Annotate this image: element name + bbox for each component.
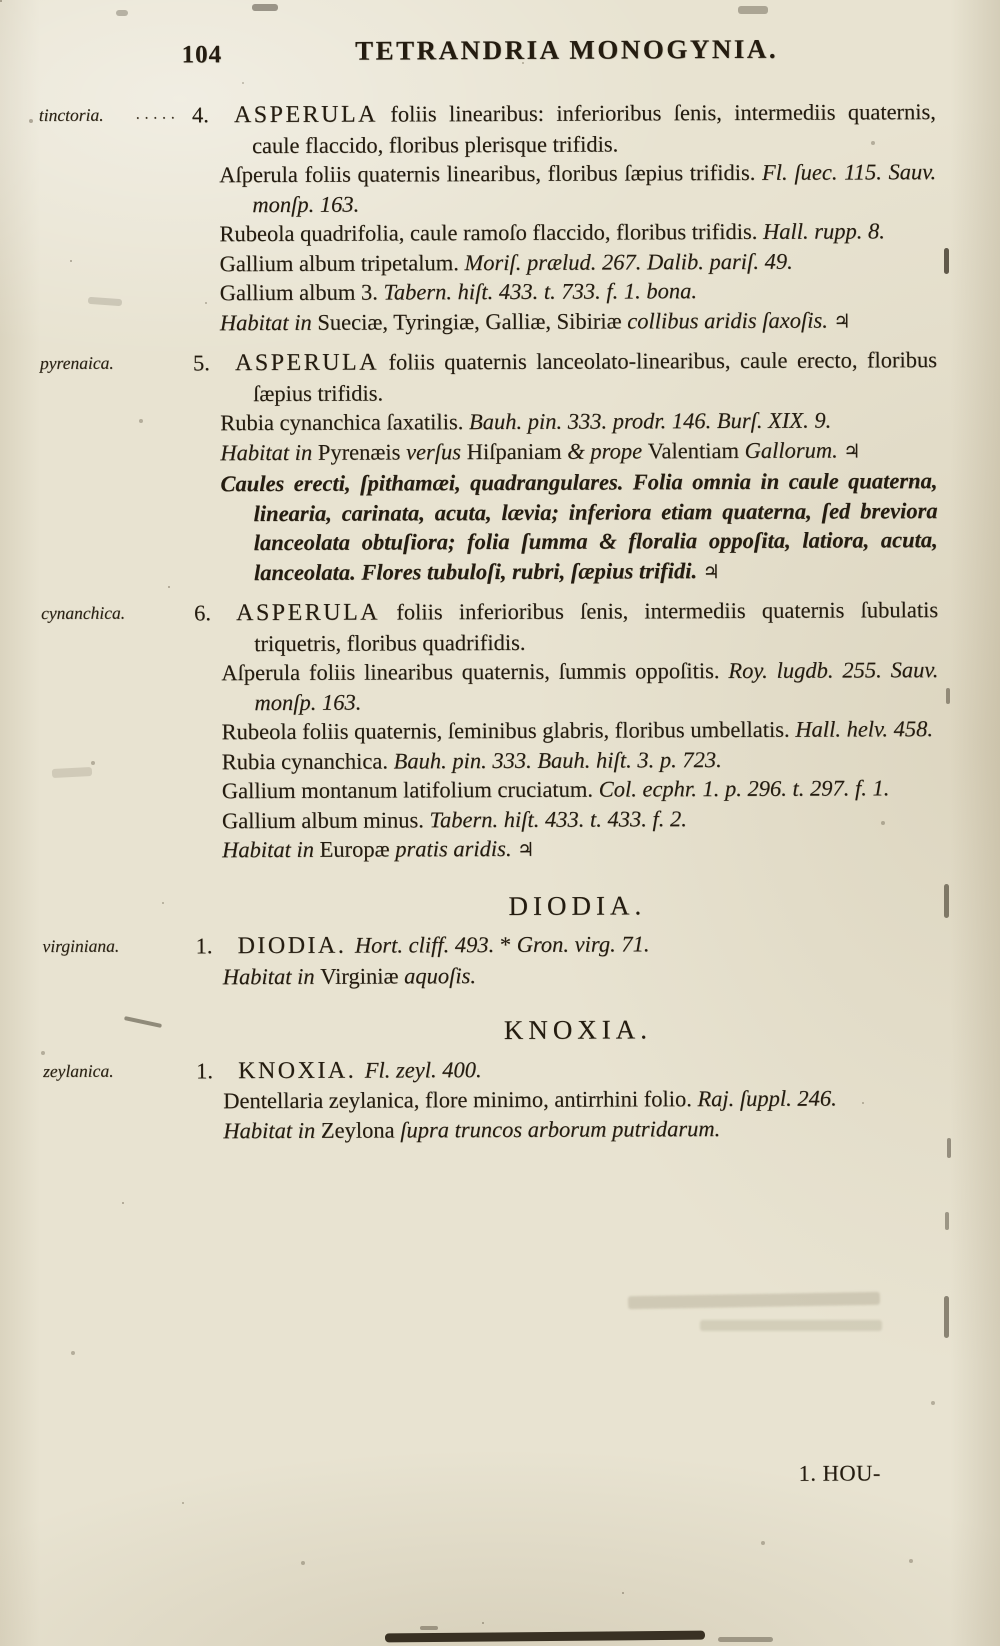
synonym-line bbox=[223, 1083, 940, 1115]
page-number: 104 bbox=[181, 41, 223, 69]
running-title: TETRANDRIA MONOGYNIA. bbox=[355, 33, 779, 66]
synonym-line bbox=[221, 714, 939, 746]
scan-artifact bbox=[944, 248, 949, 274]
perennial-symbol: ♃ bbox=[517, 838, 535, 861]
species-diagnosis bbox=[191, 97, 936, 160]
species-diagnosis bbox=[192, 345, 938, 408]
scan-artifact bbox=[947, 1138, 951, 1158]
text-run: Valentiam bbox=[647, 437, 745, 463]
species-entry bbox=[41, 595, 939, 866]
text-run: Tabern. hiſt. 433. t. 733. f. 1. bona. bbox=[383, 278, 698, 305]
species-entry bbox=[39, 345, 938, 589]
catchword: 1. HOU- bbox=[798, 1460, 881, 1486]
text-run: Raj. ſuppl. 246. bbox=[697, 1085, 837, 1112]
synonym-line bbox=[221, 744, 939, 776]
text-run: Gallorum. bbox=[744, 436, 844, 463]
text-run: Habitat in bbox=[223, 1117, 321, 1143]
text-block bbox=[38, 97, 941, 1154]
perennial-symbol: ♃ bbox=[702, 560, 720, 583]
scan-artifact bbox=[944, 1296, 949, 1338]
species-entry bbox=[43, 1053, 940, 1145]
text-run: Habitat in bbox=[222, 836, 320, 863]
text-run: Roy. lugdb. 255. Sauv. monſp. 163. bbox=[254, 657, 939, 715]
genus-heading: KNOXIA. bbox=[503, 1014, 653, 1045]
text-run: aquoſis. bbox=[404, 962, 476, 988]
synonym-line bbox=[219, 246, 936, 278]
text-run: Habitat in bbox=[220, 439, 318, 465]
text-run: Hort. cliff. 493. bbox=[354, 932, 500, 958]
text-run: Pyrenæis bbox=[317, 438, 407, 465]
text-run: Bauh. pin. 333. prodr. 146. Burſ. XIX. 9. bbox=[468, 407, 832, 435]
text-run: Hiſpaniam bbox=[466, 438, 568, 464]
species-number: 1. bbox=[196, 1057, 214, 1083]
genus-heading: DIODIA. bbox=[508, 889, 647, 921]
scan-artifact bbox=[420, 1626, 438, 1630]
scan-artifact bbox=[738, 6, 768, 14]
text-run: & prope bbox=[567, 437, 648, 464]
text-run: foliis quaternis lanceolato-linearibus, caule erecto, floribus ſæpius trifidis. bbox=[253, 347, 938, 406]
text-run: Aſperula foliis quaternis linearibus, floribus ſæpius trifidis. bbox=[219, 159, 763, 188]
species-diagnosis bbox=[196, 1053, 940, 1086]
leader-dots: ..... bbox=[135, 106, 180, 123]
text-run: Hall. helv. 458. bbox=[795, 716, 934, 742]
text-run: ASPERULA bbox=[236, 599, 381, 627]
habitat-line bbox=[219, 305, 937, 339]
scan-artifact bbox=[718, 1637, 773, 1642]
margin-species-label: virginiana. bbox=[42, 935, 120, 956]
species-diagnosis bbox=[195, 928, 939, 961]
text-run: Col. ecphr. 1. p. 296. t. 297. f. 1. bbox=[598, 775, 890, 802]
scan-artifact bbox=[946, 688, 950, 704]
synonym-line bbox=[220, 405, 937, 437]
text-run: ASPERULA bbox=[233, 101, 378, 129]
margin-species-label: cynanchica. bbox=[41, 602, 126, 624]
scan-artifact bbox=[945, 1212, 949, 1230]
text-run: ASPERULA bbox=[234, 349, 380, 377]
text-run: Moriſ. prælud. 267. Dalib. pariſ. 49. bbox=[464, 248, 793, 275]
species-number: 5. bbox=[192, 350, 210, 376]
text-run: Rubeola foliis quaternis, ſeminibus glabris, floribus umbellatis. bbox=[221, 716, 796, 745]
text-run: Fl. zeyl. 400. bbox=[364, 1056, 482, 1083]
text-run: Virginiæ bbox=[320, 962, 405, 989]
text-run: Fl. ſuec. 115. Sauv. monſp. 163. bbox=[252, 159, 937, 217]
synonym-line bbox=[221, 803, 939, 835]
text-run: Gallium album minus. bbox=[221, 806, 430, 833]
scan-artifact bbox=[116, 10, 128, 16]
synonym-line bbox=[221, 655, 939, 717]
text-run: collibus aridis ſaxoſis. bbox=[627, 307, 834, 333]
text-run: Habitat in bbox=[222, 963, 321, 989]
margin-species-label: tinctoria. bbox=[38, 104, 104, 126]
text-run: Gron. virg. 71. bbox=[516, 931, 650, 957]
text-run: Hall. rupp. 8. bbox=[762, 218, 885, 244]
ghost-offset-text bbox=[700, 1320, 882, 1331]
text-run: ſupra truncos arborum putridarum. bbox=[400, 1115, 721, 1142]
synonym-line bbox=[219, 216, 936, 248]
perennial-symbol: ♃ bbox=[833, 309, 851, 333]
text-run: pratis aridis. bbox=[395, 835, 518, 862]
habitat-line bbox=[220, 435, 937, 469]
text-run: Gallium album 3. bbox=[219, 279, 384, 306]
scan-artifact bbox=[944, 884, 949, 918]
ink-speck-field bbox=[0, 0, 2, 2]
species-entry bbox=[42, 928, 939, 991]
habitat-line bbox=[223, 1113, 940, 1145]
text-run: Dentellaria zeylanica, flore minimo, antirrhini folio. bbox=[223, 1086, 698, 1114]
habitat-line bbox=[222, 832, 939, 866]
perennial-symbol: ♃ bbox=[843, 439, 861, 462]
text-run: Rubia cynanchica. bbox=[221, 747, 394, 774]
text-run: Caules erecti, ſpithamæi, quadrangulares. Folia omnia in caule quaterna, linearia, carinata, acuta, lævia; inferiora etiam quaterna, ſed breviora lanceolata obtuſiora; folia ſumma & floralia oppoſita, latiora, acuta, lanceolata. Flores tubuloſi, rubri, ſæpius trifidi. bbox=[220, 468, 938, 585]
margin-species-label: pyrenaica. bbox=[39, 352, 114, 374]
synonym-line bbox=[219, 157, 937, 219]
synonym-line bbox=[221, 773, 939, 805]
text-run: Tabern. hiſt. 433. t. 433. f. 2. bbox=[429, 805, 687, 832]
text-run: Rubia cynanchica ſaxatilis. bbox=[220, 409, 469, 436]
text-run: Rubeola quadrifolia, caule ramoſo flaccido, floribus trifidis. bbox=[219, 218, 764, 247]
text-run: Aſperula foliis linearibus quaternis, ſummis oppoſitis. bbox=[221, 658, 729, 686]
species-diagnosis bbox=[194, 595, 939, 658]
synonym-line bbox=[219, 275, 937, 307]
text-run: foliis inferioribus ſenis, intermediis quaternis ſubulatis triquetris, floribus quadrifidis. bbox=[254, 597, 939, 656]
text-run: * bbox=[499, 931, 517, 958]
species-entry bbox=[38, 97, 937, 339]
species-number: 1. bbox=[195, 933, 213, 959]
text-run: Habitat in bbox=[219, 309, 318, 335]
text-run: Gallium montanum latifolium cruciatum. bbox=[221, 776, 599, 804]
text-run: Zeylona bbox=[320, 1116, 401, 1143]
text-run: KNOXIA. bbox=[238, 1057, 365, 1084]
description-paragraph bbox=[220, 466, 938, 589]
text-run: Bauh. pin. 333. Bauh. hiſt. 3. p. 723. bbox=[393, 746, 722, 773]
text-run: foliis linearibus: inferioribus ſenis, intermediis quaternis, caule flaccido, floribus plerisque trifidis. bbox=[251, 99, 936, 158]
margin-species-label: zeylanica. bbox=[43, 1060, 114, 1081]
species-number: 4. bbox=[191, 102, 209, 128]
text-run: Europæ bbox=[319, 836, 396, 862]
text-run: DIODIA. bbox=[237, 932, 355, 960]
text-run: verſus bbox=[405, 438, 467, 464]
habitat-line bbox=[222, 959, 940, 991]
species-number: 6. bbox=[194, 600, 212, 626]
scan-artifact bbox=[252, 4, 278, 11]
text-run: Gallium album tripetalum. bbox=[219, 249, 465, 276]
text-run: Sueciæ, Tyringiæ, Galliæ, Sibiriæ bbox=[317, 307, 628, 335]
